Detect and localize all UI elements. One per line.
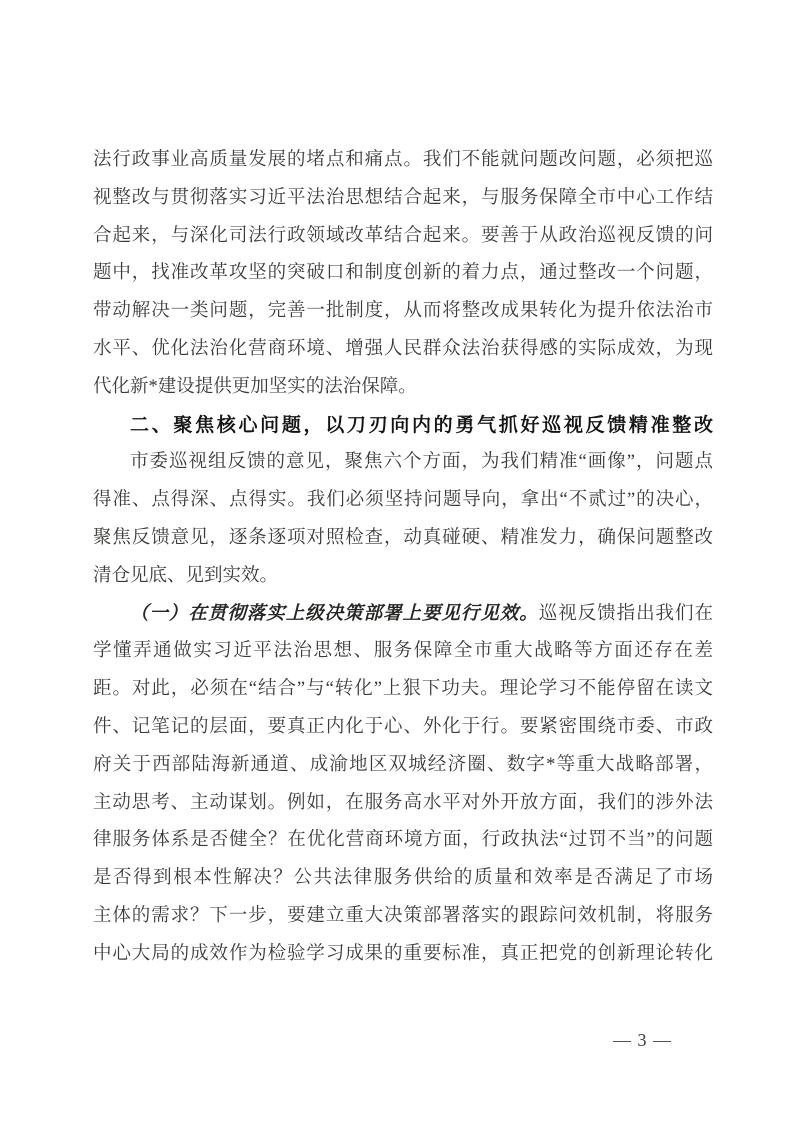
text-line: 水平、优化法治化营商环境、增强人民群众法治获得感的实际成效，为现 (93, 338, 713, 359)
text-line: 题中，找准改革攻坚的突破口和制度创新的着力点，通过整改一个问题， (93, 263, 713, 284)
section-heading: 二、聚焦核心问题，以刀刃向内的勇气抓好巡视反馈精准整改 (130, 414, 713, 436)
text-line: 主动思考、主动谋划。例如，在服务高水平对外开放方面，我们的涉外法 (93, 792, 713, 813)
text-line: 学懂弄通做实习近平法治思想、服务保障全市重大战略等方面还存在差 (93, 641, 713, 662)
text-line (93, 596, 713, 634)
page-number: — 3 — (613, 1030, 672, 1050)
text-line: 中心大局的成效作为检验学习成果的重要标准，真正把党的创新理论转化 (93, 943, 713, 964)
line-text: 巡视反馈指出我们在 (538, 603, 713, 624)
text-line: 得准、点得深、点得实。我们必须坚持问题导向，拿出“不贰过”的决心， (93, 490, 713, 511)
document-body (93, 142, 713, 974)
text-line: 清仓见底、见到实效。 (93, 565, 279, 586)
text-line: 视整改与贯彻落实习近平法治思想结合起来，与服务保障全市中心工作结 (93, 187, 713, 208)
text-line: 件、记笔记的层面，要真正内化于心、外化于行。要紧密围绕市委、市政 (93, 716, 713, 737)
text-line: 带动解决一类问题，完善一批制度，从而将整改成果转化为提升依法治市 (93, 301, 713, 322)
subsection-title: （一）在贯彻落实上级决策部署上要见行见效。 (130, 603, 539, 624)
text-line: 市委巡视组反馈的意见，聚焦六个方面，为我们精准“画像”，问题点 (130, 452, 713, 473)
text-line: 距。对此，必须在“结合”与“转化”上狠下功夫。理论学习不能停留在读文 (93, 679, 713, 700)
text-line: 是否得到根本性解决？公共法律服务供给的质量和效率是否满足了市场 (93, 868, 713, 889)
text-line: 律服务体系是否健全？在优化营商环境方面，行政执法“过罚不当”的问题 (93, 830, 713, 851)
text-line: 府关于西部陆海新通道、成渝地区双城经济圈、数字*等重大战略部署， (93, 754, 713, 775)
text-line: 合起来，与深化司法行政领域改革结合起来。要善于从政治巡视反馈的问 (93, 225, 713, 246)
text-line: 聚焦反馈意见，逐条逐项对照检查，动真碰硬、精准发力，确保问题整改 (93, 527, 713, 548)
text-line: 代化新*建设提供更加坚实的法治保障。 (93, 376, 417, 397)
text-line: 法行政事业高质量发展的堵点和痛点。我们不能就问题改问题，必须把巡 (93, 150, 713, 170)
text-line: 主体的需求？下一步，要建立重大决策部署落实的跟踪问效机制，将服务 (93, 905, 713, 926)
